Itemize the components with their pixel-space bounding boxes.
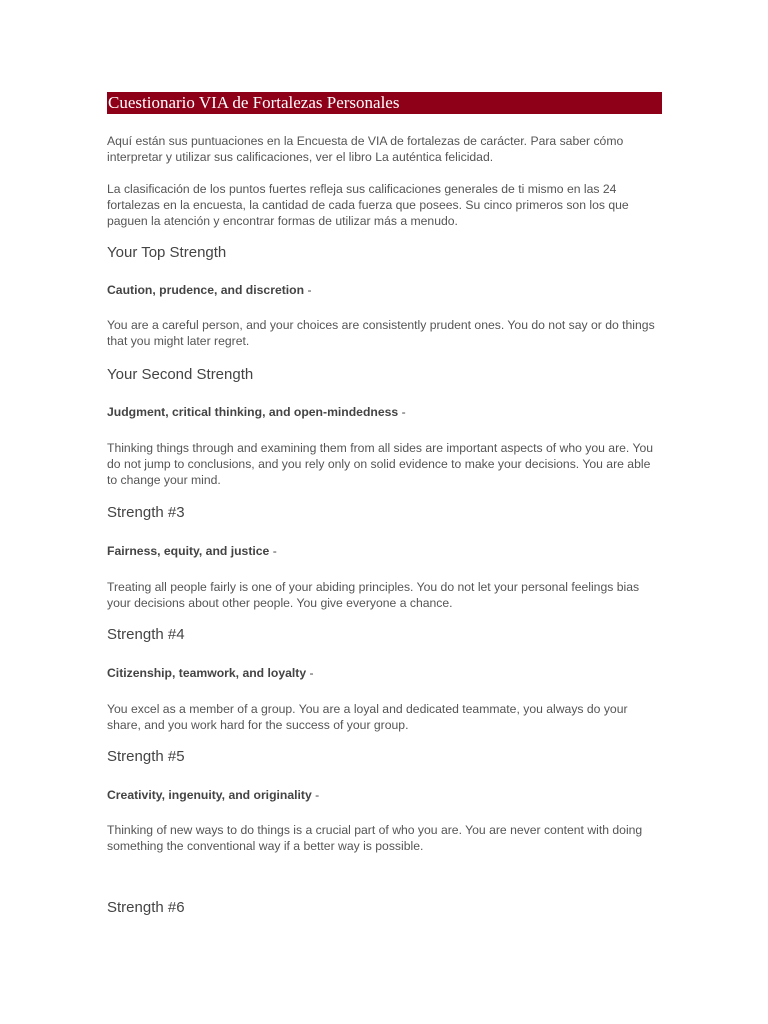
strength-heading-text: Your Second Strength	[107, 366, 254, 383]
strength-name	[107, 404, 662, 420]
strength-name	[107, 282, 662, 298]
strength-description	[107, 701, 662, 733]
strength-description	[107, 440, 662, 488]
strength-dash: -	[398, 405, 406, 419]
strength-name-text: Judgment, critical thinking, and open-mindedness	[107, 405, 399, 419]
intro-text: Aquí están sus puntuaciones en la Encuesta de VIA de fortalezas de carácter. Para saber cómo interpretar y utilizar sus calificaciones, ver el libro La auténtica felicidad.	[107, 134, 624, 164]
strength-dash: -	[311, 788, 320, 802]
strength-name-text: Creativity, ingenuity, and originality	[107, 788, 312, 802]
document-title-bar	[107, 92, 662, 114]
strength-name-text: Citizenship, teamwork, and loyalty	[107, 666, 307, 680]
strength-heading	[107, 626, 662, 644]
strength-name	[107, 787, 662, 803]
strength-heading-text: Strength #4	[107, 626, 185, 643]
intro-paragraph-2	[107, 181, 662, 229]
strength-description-text: You are a careful person, and your choices are consistently prudent ones. You do not say or do things that you might later regret.	[107, 318, 655, 348]
strength-heading	[107, 899, 662, 917]
strength-heading-text: Strength #3	[107, 504, 185, 521]
strength-heading	[107, 748, 662, 766]
strength-name	[107, 665, 662, 681]
document-title: Cuestionario VIA de Fortalezas Personales	[107, 92, 662, 114]
strength-name	[107, 543, 662, 559]
strength-dash: -	[304, 283, 312, 297]
strength-name-text: Fairness, equity, and justice	[107, 544, 270, 558]
strength-description	[107, 822, 662, 854]
strength-heading	[107, 504, 662, 522]
strength-description-text: Thinking of new ways to do things is a crucial part of who you are. You are never content with doing something the conventional way if a better way is possible.	[107, 823, 643, 853]
strength-description-text: You excel as a member of a group. You are a loyal and dedicated teammate, you always do your share, and you work hard for the success of your group.	[107, 702, 628, 732]
intro-paragraph-1	[107, 133, 662, 165]
strength-name-text: Caution, prudence, and discretion	[107, 283, 305, 297]
strength-heading-text: Your Top Strength	[107, 244, 227, 261]
strength-heading	[107, 244, 662, 262]
strength-description	[107, 317, 662, 349]
strength-heading-text: Strength #5	[107, 748, 185, 765]
strength-heading	[107, 366, 662, 384]
strength-description-text: Thinking things through and examining them from all sides are important aspects of who you are. You do not jump to conclusions, and you rely only on solid evidence to make your decisions. You are able to change your mind.	[107, 441, 654, 487]
strength-description-text: Treating all people fairly is one of your abiding principles. You do not let your personal feelings bias your decisions about other people. You give everyone a chance.	[107, 580, 640, 610]
strength-dash: -	[306, 666, 314, 680]
intro-text: La clasificación de los puntos fuertes refleja sus calificaciones generales de ti mismo en las 24 fortalezas en la encuesta, la cantidad de cada fuerza que posees. Su cinco primeros son los que paguen la atención y encontrar formas de utilizar más a menudo.	[107, 182, 629, 228]
strength-description	[107, 579, 662, 611]
strength-heading-text: Strength #6	[107, 899, 185, 916]
strength-dash: -	[269, 544, 277, 558]
